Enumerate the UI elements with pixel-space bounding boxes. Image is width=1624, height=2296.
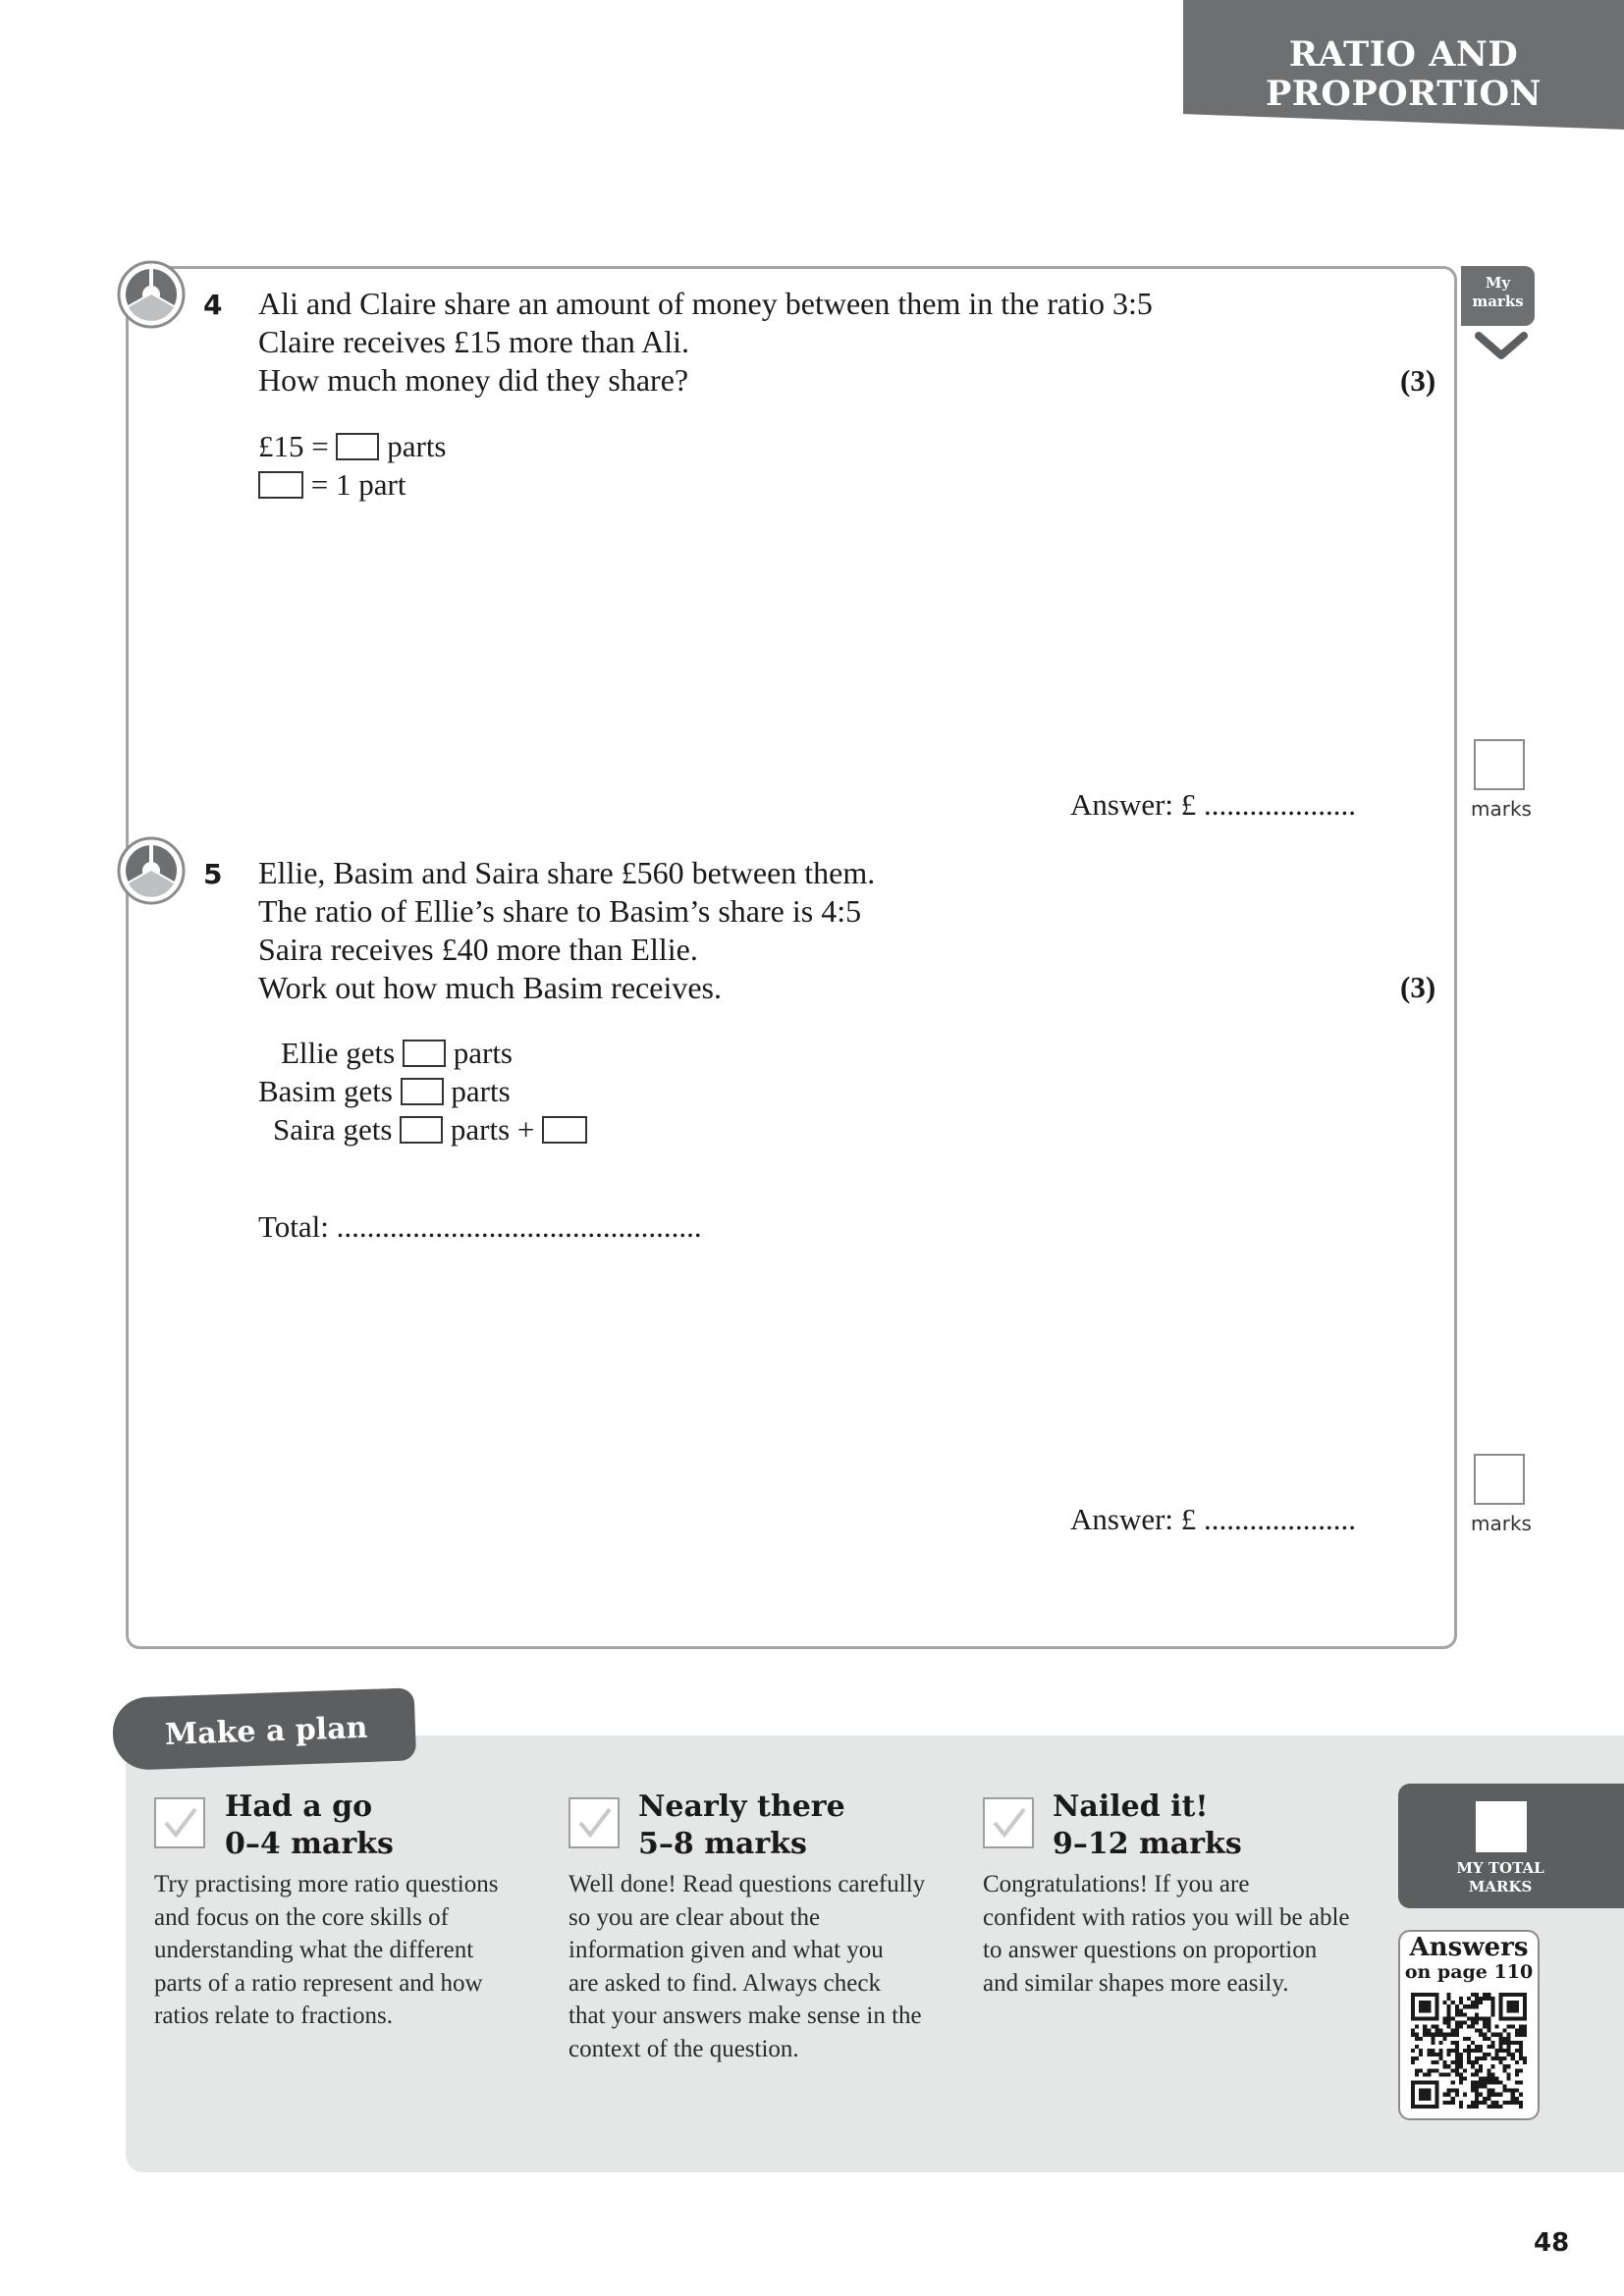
question-5-answer-line[interactable]: Answer: £ .................... <box>1070 1502 1357 1536</box>
band-range: 5–8 marks <box>638 1827 807 1861</box>
band-title: Nailed it! <box>1053 1789 1209 1824</box>
checkmark-icon <box>156 1799 203 1846</box>
band-range: 9–12 marks <box>1053 1827 1242 1861</box>
qr-code-icon[interactable] <box>1411 1993 1527 2109</box>
question-4-marks: (3) <box>1400 363 1436 398</box>
answer-blank[interactable] <box>258 471 303 499</box>
band-description: Congratulations! If you are confident with ratios you will be able to answer questions on proportion and similar shapes more easily. <box>983 1871 1350 1997</box>
question-number: 5 <box>203 858 223 890</box>
answer-blank[interactable] <box>336 433 379 460</box>
question-5-mark-box[interactable] <box>1474 1454 1525 1505</box>
question-4-working-line-2: = 1 part <box>258 465 406 504</box>
answer-blank[interactable] <box>403 1040 446 1067</box>
ellie-parts-line: Ellie gets parts <box>281 1036 513 1070</box>
question-5-text: Ellie, Basim and Saira share £560 between them. The ratio of Ellie’s share to Basim’s share is 4:5 Saira receives £40 more than Ellie. Work out how much Basim receives. <box>258 855 876 1005</box>
total-line[interactable]: Total: ................................................ <box>258 1209 702 1244</box>
question-4-mark-box[interactable] <box>1474 739 1525 790</box>
question-5-marks: (3) <box>1400 970 1436 1004</box>
section-title: RATIO AND PROPORTION <box>1265 34 1543 114</box>
my-total-marks-label: MY TOTAL MARKS <box>1456 1859 1544 1896</box>
band-title: Nearly there <box>638 1789 845 1824</box>
nearly-there-checkbox[interactable] <box>568 1797 620 1848</box>
checkmark-icon <box>570 1799 618 1846</box>
question-4-text: Ali and Claire share an amount of money between them in the ratio 3:5 Claire receives £15 more than Ali. How much money did they share? <box>258 286 1153 398</box>
answer-blank[interactable] <box>400 1116 443 1144</box>
total-marks-box[interactable] <box>1476 1801 1527 1852</box>
my-marks-tab: My marks <box>1461 266 1535 326</box>
basim-parts-line: Basim gets parts <box>258 1074 511 1108</box>
difficulty-gauge-icon <box>117 836 186 905</box>
answer-blank[interactable] <box>542 1116 587 1144</box>
answer-blank[interactable] <box>401 1078 444 1105</box>
marks-label: marks <box>1471 1512 1532 1535</box>
question-4-working-line-1: £15 = parts <box>258 429 447 463</box>
marks-label: marks <box>1471 797 1532 821</box>
difficulty-gauge-icon <box>117 260 186 329</box>
chevron-down-icon <box>1475 332 1528 361</box>
had-a-go-checkbox[interactable] <box>154 1797 205 1848</box>
band-range: 0–4 marks <box>225 1827 394 1861</box>
question-number: 4 <box>203 289 223 321</box>
band-description: Try practising more ratio questions and focus on the core skills of understanding what the different parts of a ratio represent and how ratios relate to fractions. <box>154 1871 499 2029</box>
page-number: 48 <box>1534 2228 1570 2258</box>
checkmark-icon <box>985 1799 1032 1846</box>
saira-parts-line: Saira gets parts + <box>273 1110 587 1148</box>
answers-title: Answers <box>1409 1933 1529 1962</box>
answers-page-ref: on page 110 <box>1404 1961 1534 1983</box>
band-title: Had a go <box>225 1789 373 1824</box>
question-4-answer-line[interactable]: Answer: £ .................... <box>1070 787 1357 822</box>
band-description: Well done! Read questions carefully so you are clear about the information given and what you are asked to find. Always check that your answers make sense in the context of the question. <box>568 1871 926 2062</box>
nailed-it-checkbox[interactable] <box>983 1797 1034 1848</box>
make-a-plan-label: Make a plan <box>164 1710 368 1752</box>
